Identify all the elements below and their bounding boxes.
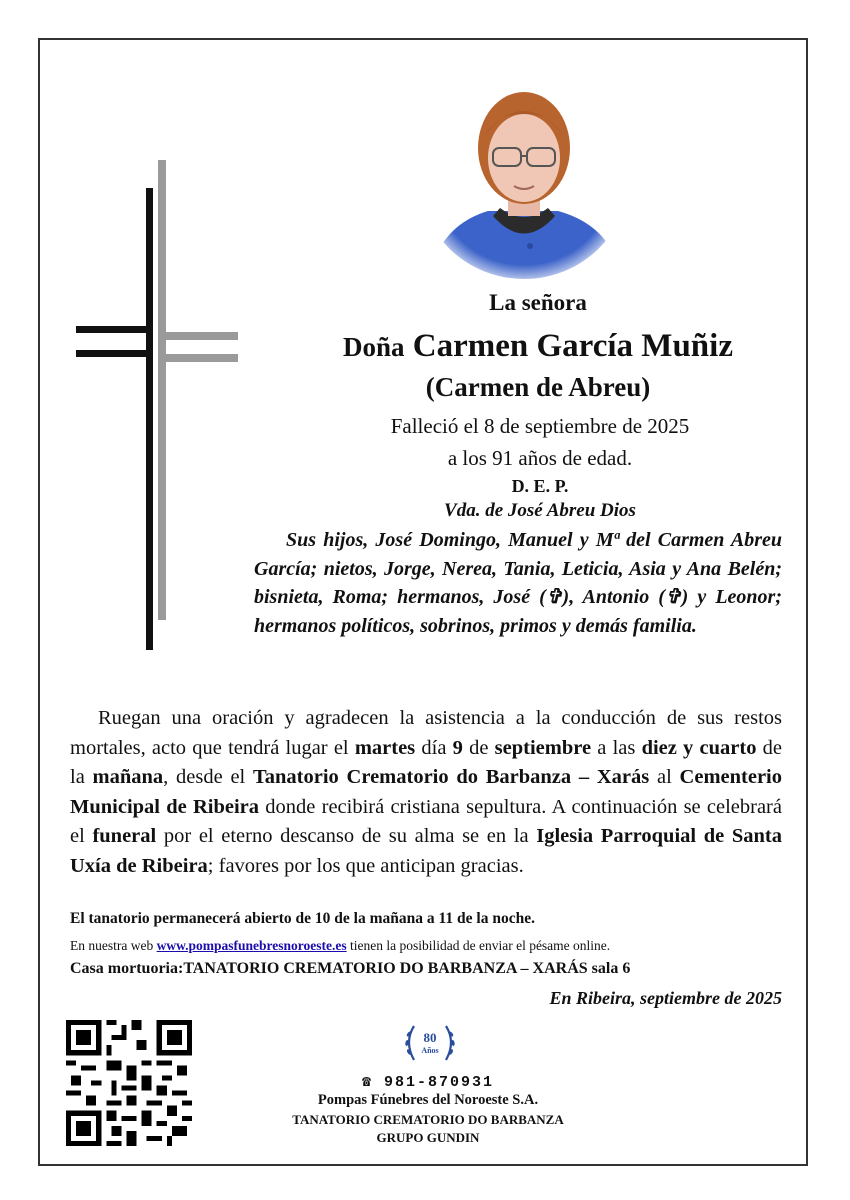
web-line (70, 938, 610, 954)
body-text: donde recibirá cristiana sepultura. A continuación se celebrará el (70, 795, 782, 847)
ceremony-paragraph (70, 704, 782, 881)
body-bold: 9 (452, 736, 463, 759)
deceased-name (238, 328, 838, 365)
phone-number[interactable]: 981-870931 (384, 1074, 495, 1091)
body-text: de (462, 736, 495, 759)
alias-line: (Carmen de Abreu) (425, 372, 651, 402)
website-link[interactable]: www.pompasfunebresnoroeste.es (156, 938, 347, 953)
body-bold: martes (354, 736, 416, 759)
body-text: Ruegan una oración y agradecen la asistencia a la conducción de sus restos mortales, acto que tendrá lugar el (70, 707, 782, 759)
tanatorio-hours: El tanatorio permanecerá abierto de 10 de la mañana a 11 de la noche. (70, 910, 535, 927)
seal-text: Años (421, 1046, 439, 1055)
body-bold: Iglesia Parroquial de Santa Uxía de Ribeira (70, 825, 782, 877)
widow-line: Vda. de José Abreu Dios (444, 500, 636, 521)
body-text: por el eterno descanso de su alma se en la (156, 825, 537, 847)
cross-icon (76, 160, 238, 660)
body-text: a las (591, 736, 642, 759)
family-paragraph: Sus hijos, José Domingo, Manuel y Mª del Carmen Abreu García; nietos, Jorge, Nerea, Tania, Leticia, Asia y Ana Belén; bisnieta, Roma; hermanos, José (✞), Antonio (✞) y Leonor; hermanos políticos, sobrinos, primos y demás familia. (254, 529, 782, 637)
casa-label: Casa mortuoria: (70, 960, 184, 977)
body-bold: diez y cuarto (641, 736, 757, 759)
web-text: tienen la posibilidad de enviar el pésame online. (346, 938, 611, 953)
seal-number: 80 (423, 1030, 437, 1045)
age-line: a los 91 años de edad. (447, 446, 633, 470)
body-bold: Tanatorio Crematorio do Barbanza – Xarás (252, 766, 650, 788)
portrait-photo (418, 76, 630, 282)
qr-code-icon[interactable] (66, 1020, 192, 1146)
web-text: En nuestra web (70, 938, 157, 953)
casa-mortuoria (70, 960, 630, 978)
body-text: al (649, 766, 680, 788)
body-text: ; favores por los que anticipan gracias. (207, 854, 524, 877)
body-bold: mañana (92, 766, 164, 788)
body-bold: septiembre (494, 736, 592, 759)
body-text: día (415, 736, 453, 759)
company-name: Pompas Fúnebres del Noroeste S.A. (317, 1092, 539, 1108)
anniversary-seal-icon (400, 1016, 460, 1070)
body-text: , desde el (163, 766, 253, 788)
place-date: En Ribeira, septiembre de 2025 (549, 988, 782, 1008)
group-name: GRUPO GUNDIN (376, 1130, 480, 1145)
body-bold: Cementerio Municipal de Ribeira (70, 766, 782, 818)
phone-line (238, 1072, 618, 1091)
casa-value: TANATORIO CREMATORIO DO BARBANZA – XARÁS sala 6 (183, 960, 631, 977)
death-date-line: Falleció el 8 de septiembre de 2025 (390, 414, 690, 438)
body-bold: funeral (92, 825, 157, 847)
name-prefix: Doña (343, 332, 405, 362)
name-text: Carmen García Muñiz (412, 328, 733, 364)
phone-icon: ☎ (361, 1074, 373, 1091)
body-text: de la (70, 736, 783, 788)
intro-line: La señora (489, 290, 587, 315)
crematorio-name: TANATORIO CREMATORIO DO BARBANZA (292, 1112, 564, 1127)
dep-line: D. E. P. (511, 476, 569, 496)
